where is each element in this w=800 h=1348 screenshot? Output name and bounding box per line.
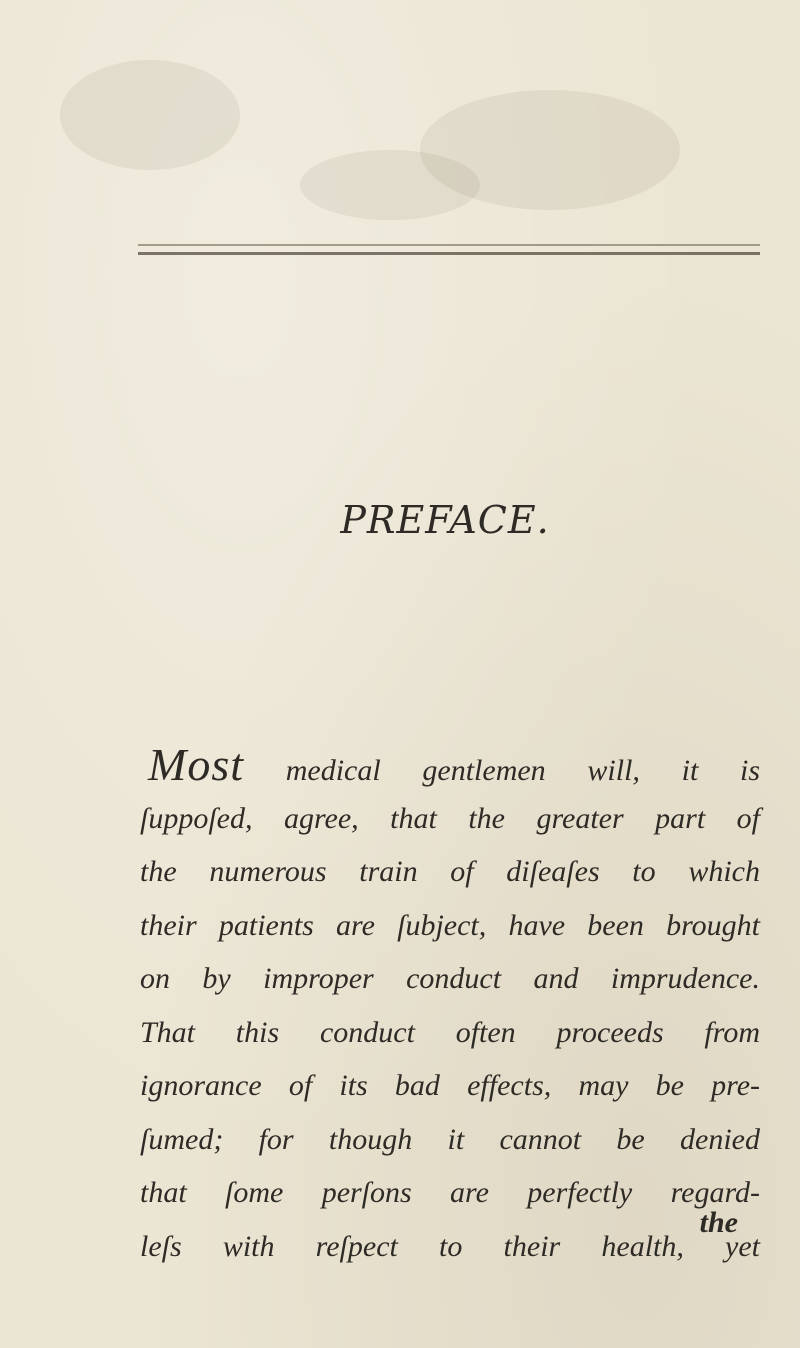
paper-stain — [300, 150, 480, 220]
body-line: ſuppoſed, agree, that the greater part of — [140, 801, 760, 835]
body-line-text: medical gentlemen will, it is — [285, 754, 760, 787]
preface-body — [140, 738, 760, 1273]
body-line: leſs with reſpect to their health, yet — [140, 1229, 760, 1263]
body-line: That this conduct often proceeds from — [140, 1015, 760, 1049]
preface-heading: PREFACE. — [340, 498, 550, 542]
body-line — [140, 738, 760, 792]
body-line: ſumed; for though it cannot be denied — [140, 1122, 760, 1156]
paper-stain — [60, 60, 240, 170]
decorative-rule-thick — [138, 252, 760, 255]
opening-word: Most — [148, 739, 244, 790]
body-line: the numerous train of diſeaſes to which — [140, 855, 760, 888]
body-line: ignorance of its bad effects, may be pre- — [140, 1069, 760, 1102]
catchword: the — [699, 1206, 738, 1239]
body-line: their patients are ſubject, have been brought — [140, 908, 760, 942]
body-line: on by improper conduct and imprudence. — [140, 962, 760, 995]
decorative-rule-thin — [138, 244, 760, 246]
body-line: that ſome perſons are perfectly regard- — [140, 1176, 760, 1209]
